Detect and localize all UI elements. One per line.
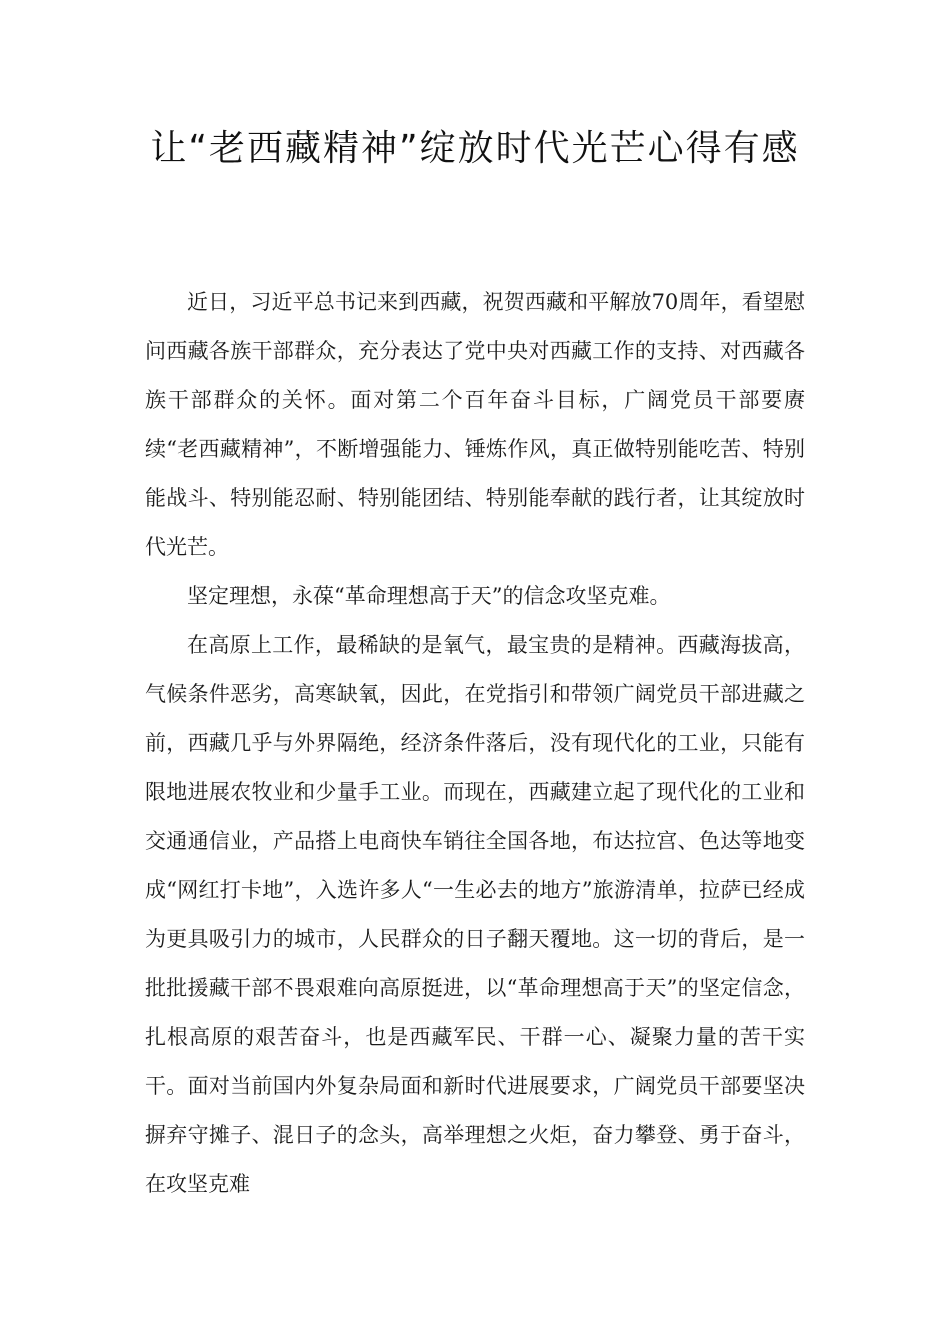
paragraph-plateau-work: 在高原上工作，最稀缺的是氧气，最宝贵的是精神。西藏海拔高，气候条件恶劣，高寒缺氧，因此，在党指引和带领广阔党员干部进藏之前，西藏几乎与外界隔绝，经济条件落后，没有现代化的工业，只能有限地进展农牧业和少量手工业。而现在，西藏建立起了现代化的工业和交通通信业，产品搭上电商快车销往全国各地，布达拉宫、色达等地变成“网红打卡地”，入选许多人“一生必去的地方”旅游清单，拉萨已经成为更具吸引力的城市，人民群众的日子翻天覆地。这一切的背后，是一批批援藏干部不畏艰难向高原挺进，以“革命理想高于天”的坚定信念，扎根高原的艰苦奋斗，也是西藏军民、干群一心、凝聚力量的苦干实干。面对当前国内外复杂局面和新时代进展要求，广阔党员干部要坚决摒弃守摊子、混日子的念头，高举理想之火炬，奋力攀登、勇于奋斗，在攻坚克难 — [145, 633, 805, 1196]
document-body — [145, 278, 805, 1209]
paragraph-heading-ideal: 坚定理想，永葆“革命理想高于天”的信念攻坚克难。 — [187, 584, 671, 608]
paragraph-intro: 近日，习近平总书记来到西藏，祝贺西藏和平解放70周年，看望慰问西藏各族干部群众，充分表达了党中央对西藏工作的支持、对西藏各族干部群众的关怀。面对第二个百年奋斗目标，广阔党员干部要赓续“老西藏精神”，不断增强能力、锤炼作风，真正做特别能吃苦、特别能战斗、特别能忍耐、特别能团结、特别能奉献的践行者，让其绽放时代光芒。 — [145, 290, 805, 559]
document-title: 让“老西藏精神”绽放时代光芒心得有感 — [150, 128, 800, 169]
